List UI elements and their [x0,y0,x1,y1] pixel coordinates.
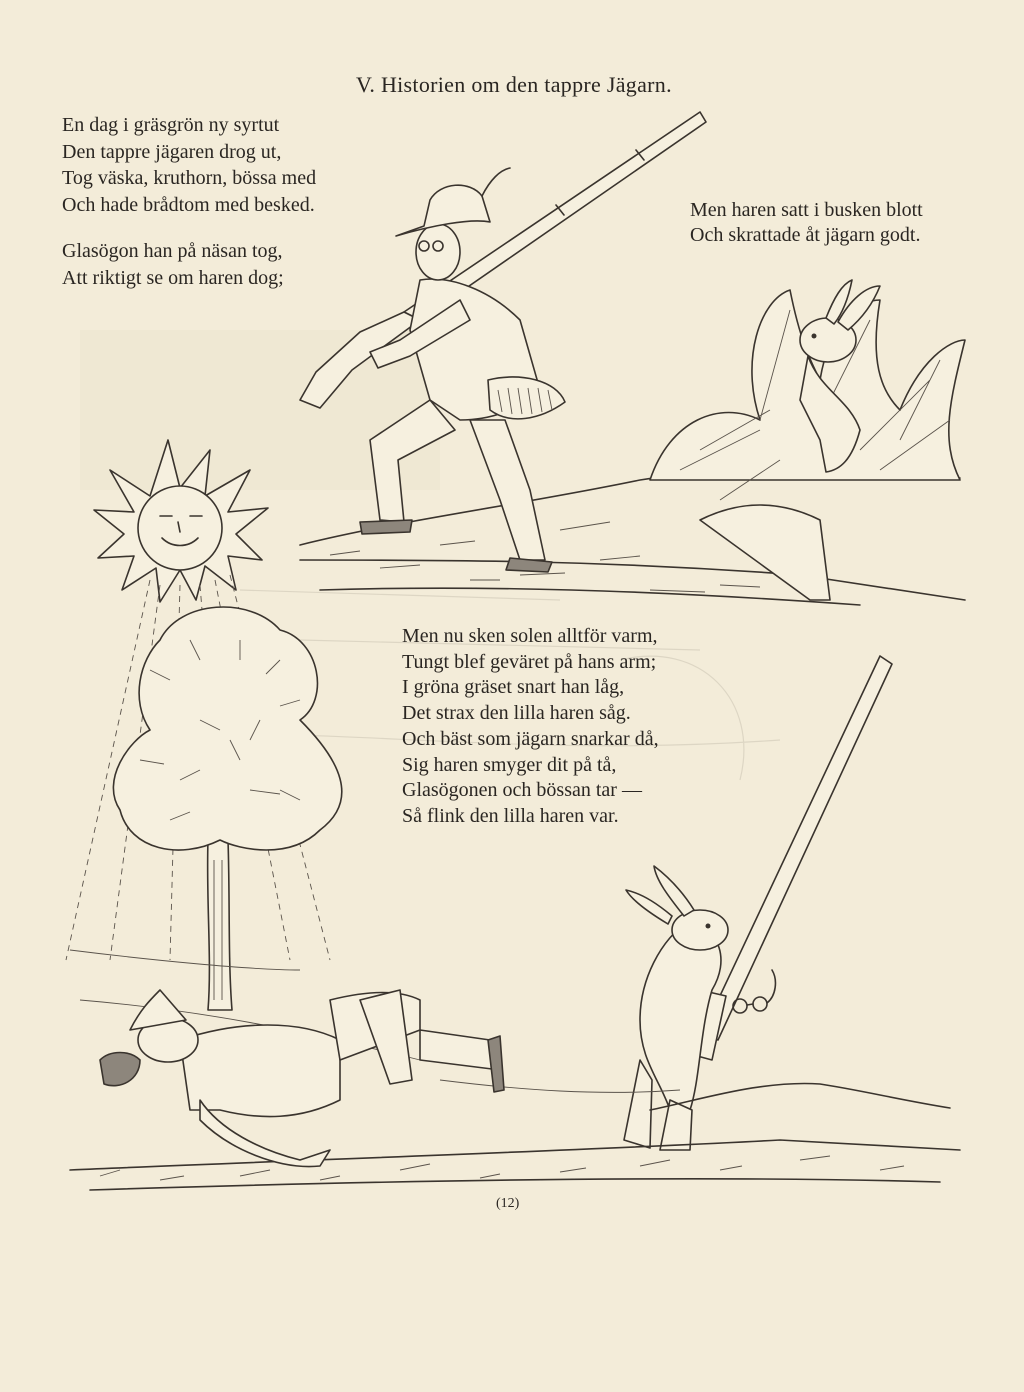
page-number: (12) [496,1196,520,1211]
hare-with-rifle-illustration [624,656,892,1150]
verse-line: Glasögon han på näsan tog, [62,240,283,262]
verse-line: I gröna gräset snart han låg, [402,676,625,699]
verse-line: Sig haren smyger dit på tå, [402,753,617,776]
verse-line: Men haren satt i busken blott [690,199,923,221]
sleeping-hunter-illustration [70,950,960,1190]
verse-line: Tungt blef geväret på hans arm; [402,650,657,673]
verse-line: Glasögonen och bössan tar — [402,779,642,802]
page-title: V. Historien om den tappre Jägarn. [356,72,672,97]
verse-line: Tog väska, kruthorn, bössa med [62,167,317,189]
verse-block-3 [402,624,659,830]
verse-block-1 [62,112,316,291]
verse-line: En dag i gräsgrön ny syrtut [62,114,280,136]
verse-line: Det strax den lilla haren såg. [402,702,631,725]
verse-line: Och skrattade åt jägarn godt. [690,224,921,246]
verse-line: Den tappre jägaren drog ut, [62,140,282,163]
verse-line: Så flink den lilla haren var. [402,804,619,827]
verse-line: Och bäst som jägarn snarkar då, [402,727,659,750]
stanza-gap [62,218,316,238]
hare-in-bush-illustration [650,280,965,600]
tree-illustration [113,607,341,1010]
verse-block-2 [690,198,923,248]
verse-line: Och hade brådtom med besked. [62,193,315,216]
verse-line: Men nu sken solen alltför varm, [402,625,658,647]
verse-line: Att riktigt se om haren dog; [62,266,284,289]
